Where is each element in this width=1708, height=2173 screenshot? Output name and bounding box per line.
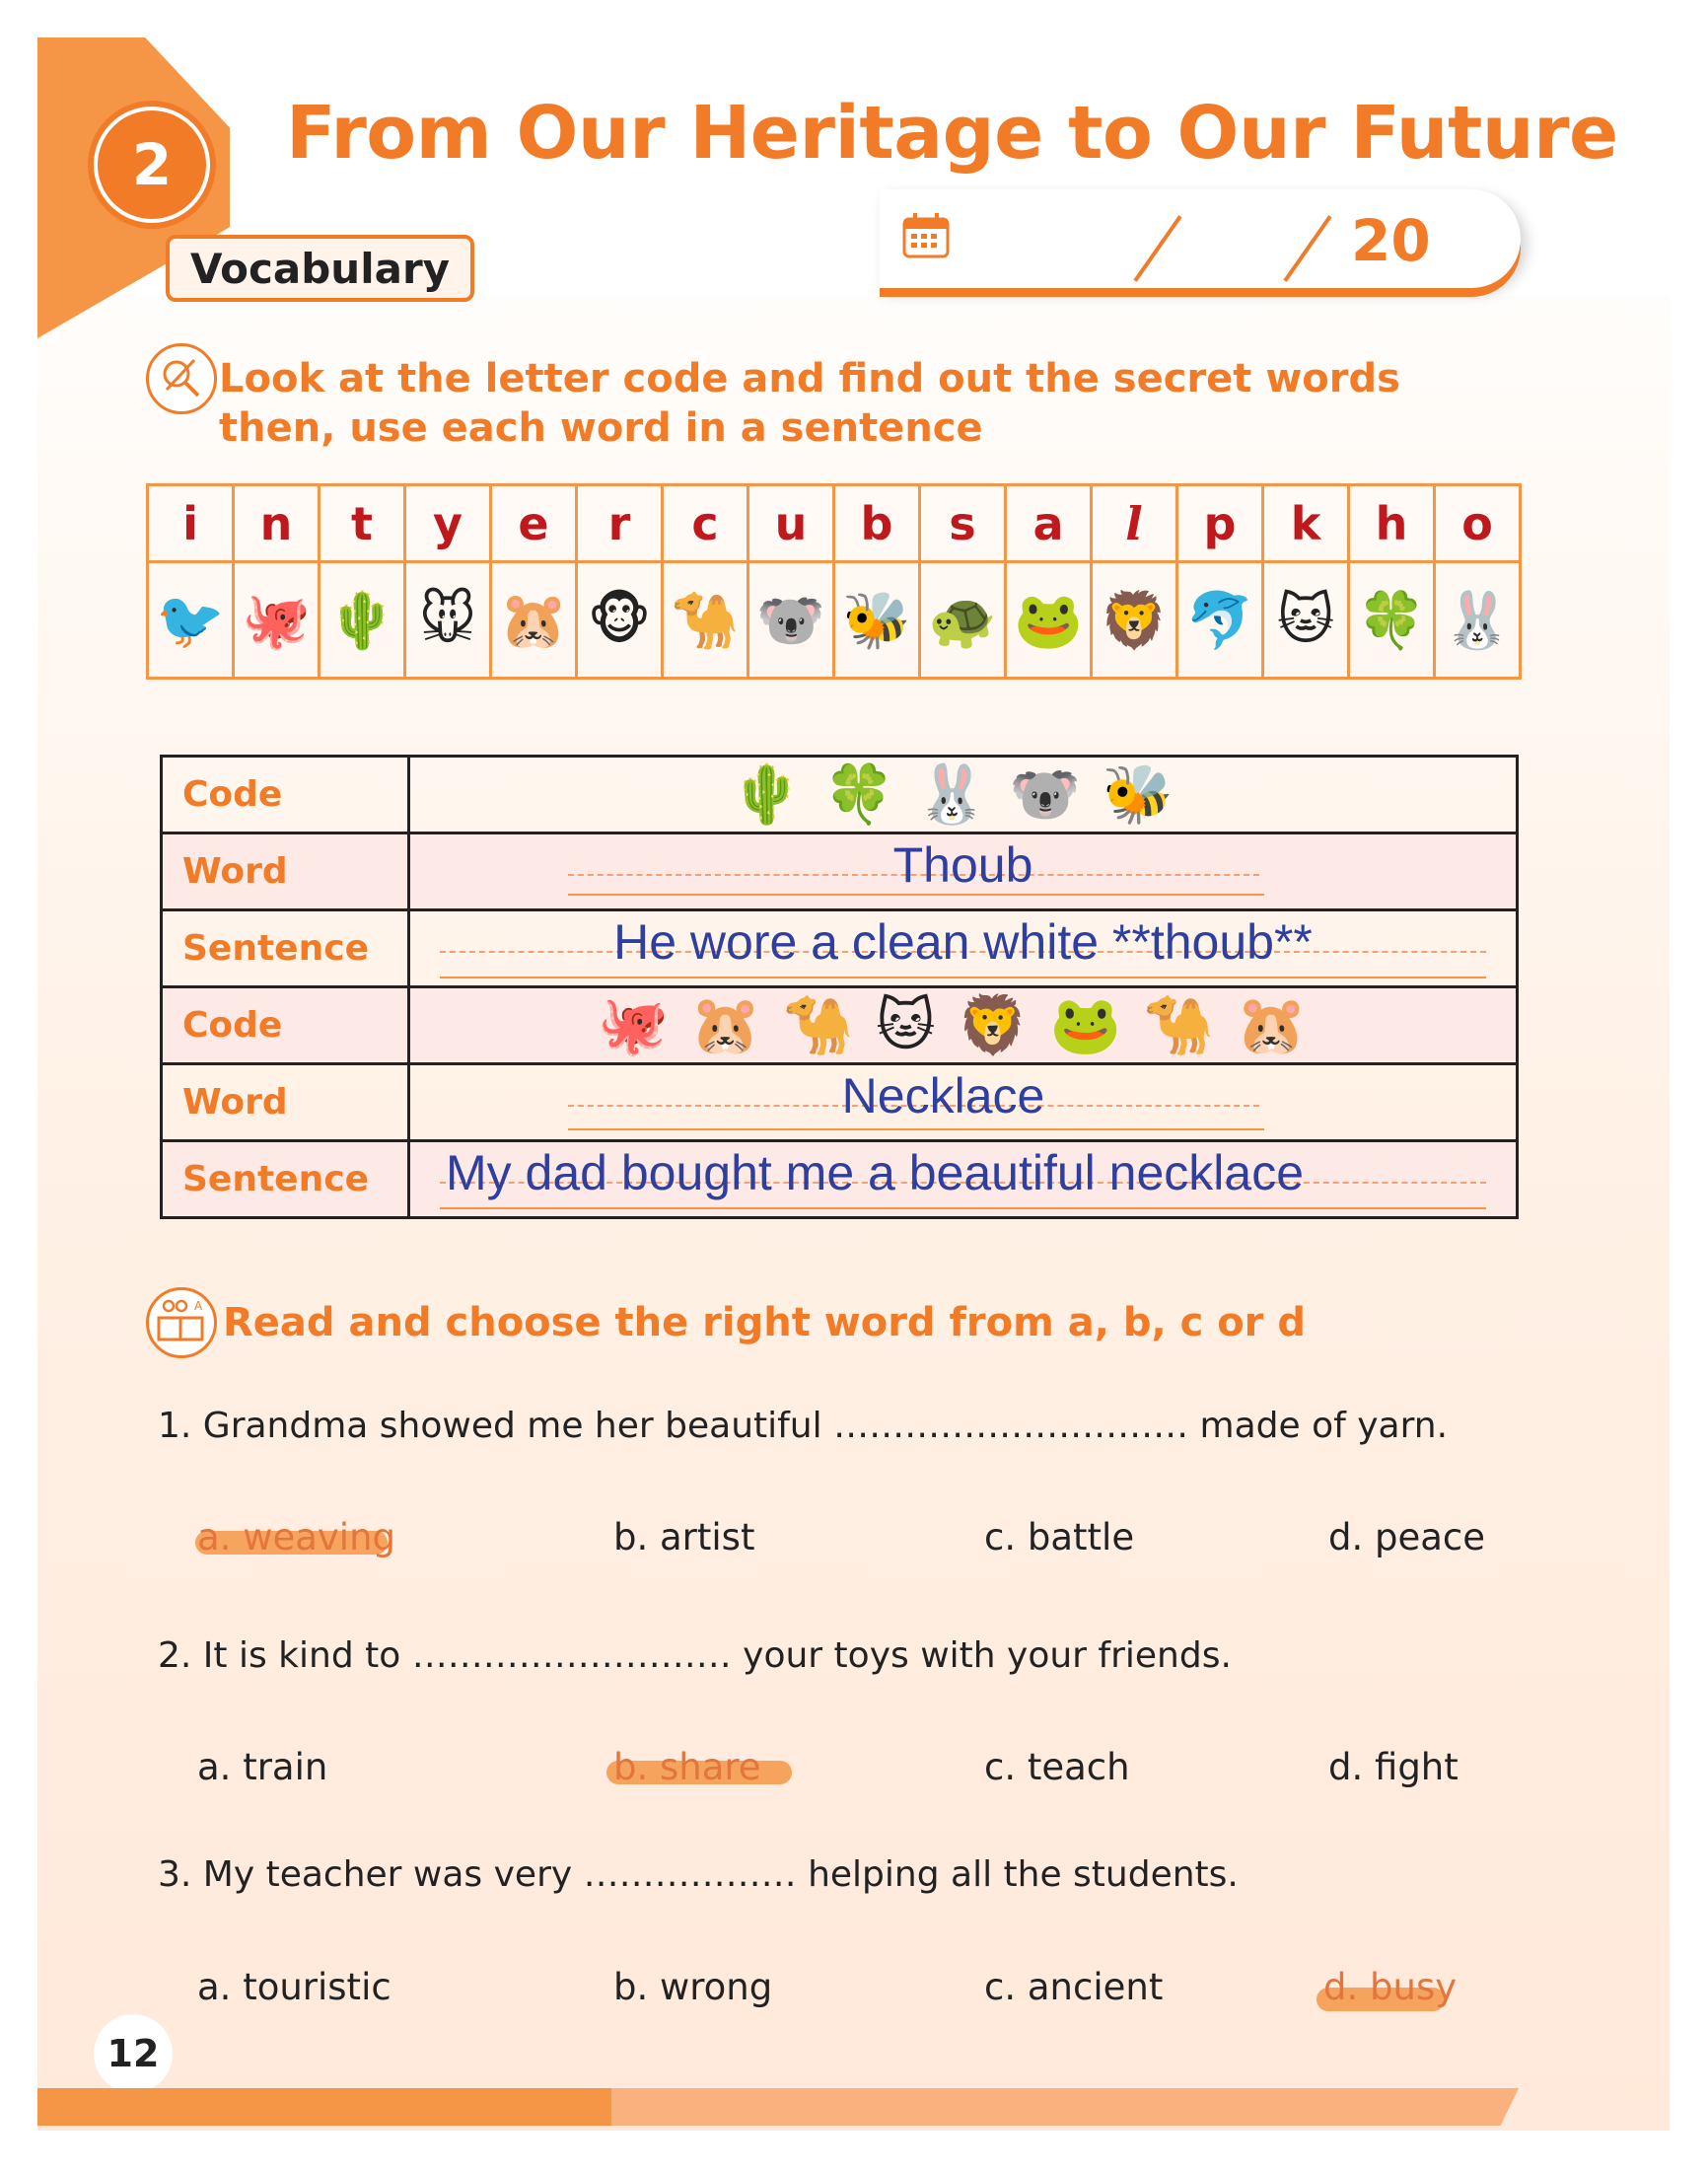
solid-guide-line	[440, 1207, 1486, 1209]
activity1-instruction-line1: Look at the letter code and find out the secret words	[219, 356, 1400, 401]
letter-code-table	[146, 483, 1522, 680]
code-animal-icon: 🐢	[920, 562, 1006, 679]
unit-title: From Our Heritage to Our Future	[286, 91, 1618, 176]
code-letter-cell: s	[920, 485, 1006, 562]
code-animal-icon: 🐵	[577, 562, 663, 679]
solid-guide-line	[568, 894, 1264, 896]
code-letter-cell: k	[1263, 485, 1349, 562]
code-animal-icon: 🐦	[148, 562, 234, 679]
question-2: 2. It is kind to ……………………… your toys with your friends.	[158, 1635, 1232, 1676]
sentence-answer: He wore a clean white **thoub**	[613, 914, 1313, 970]
option-2b[interactable]: b. share	[613, 1746, 761, 1788]
pencil-search-icon	[146, 343, 217, 414]
code-animal-icon: 🌵	[320, 562, 405, 679]
solid-guide-line	[568, 1128, 1264, 1130]
code-letter-cell: l	[1092, 485, 1177, 562]
date-year: 20	[1351, 207, 1431, 274]
code-icons: 🌵🍀🐰🐨🐝	[409, 757, 1518, 833]
option-1d[interactable]: d. peace	[1328, 1516, 1486, 1558]
code-animal-icon: 🐙	[234, 562, 320, 679]
word-label: Word	[162, 833, 409, 910]
code-letter-cell: n	[234, 485, 320, 562]
code-animal-icon: 🐝	[834, 562, 920, 679]
date-bar	[880, 189, 1521, 288]
unit-number: 2	[131, 131, 173, 198]
activity1-instruction-line2: then, use each word in a sentence	[219, 405, 983, 451]
code-letter-cell: p	[1177, 485, 1263, 562]
question-3: 3. My teacher was very ……………… helping all the students.	[158, 1854, 1239, 1895]
word-answer-cell[interactable]	[409, 833, 1518, 910]
calendar-icon	[901, 211, 951, 260]
option-1b[interactable]: b. artist	[613, 1516, 755, 1558]
word-answer: Necklace	[841, 1068, 1045, 1123]
option-3d[interactable]: d. busy	[1323, 1966, 1458, 2008]
solid-guide-line	[440, 977, 1486, 978]
code-letter-cell: i	[148, 485, 234, 562]
date-separator	[1283, 215, 1331, 282]
activity2-instruction: Read and choose the right word from a, b, c or d	[223, 1300, 1306, 1345]
sentence-answer-cell[interactable]	[409, 1141, 1518, 1218]
unit-number-badge	[94, 107, 210, 223]
code-letter-cell: a	[1006, 485, 1092, 562]
option-3b[interactable]: b. wrong	[613, 1966, 773, 2008]
code-letter-cell: u	[748, 485, 834, 562]
sentence-label: Sentence	[162, 1141, 409, 1218]
sentence-label: Sentence	[162, 910, 409, 987]
word-label: Word	[162, 1064, 409, 1141]
code-letter-cell: c	[663, 485, 748, 562]
question-1: 1. Grandma showed me her beautiful ………………………… made of yarn.	[158, 1406, 1449, 1446]
option-2d[interactable]: d. fight	[1328, 1746, 1459, 1788]
option-2c[interactable]: c. teach	[984, 1746, 1130, 1788]
option-3c[interactable]: c. ancient	[984, 1966, 1164, 2008]
code-letter-cell: b	[834, 485, 920, 562]
footer-bar-dark	[37, 2088, 611, 2126]
code-animal-icon: 🐭	[405, 562, 491, 679]
code-label: Code	[162, 757, 409, 833]
code-letter-cell: o	[1435, 485, 1521, 562]
option-1a[interactable]: a. weaving	[197, 1516, 396, 1558]
svg-text:A: A	[194, 1299, 203, 1313]
reading-book-icon	[146, 1287, 217, 1358]
word-answer: Thoub	[892, 837, 1033, 893]
code-letter-cell: y	[405, 485, 491, 562]
section-tag: Vocabulary	[166, 235, 474, 302]
code-animal-icon: 🐬	[1177, 562, 1263, 679]
footer-bar-light	[611, 2088, 1519, 2126]
code-animal-icon: 🐹	[491, 562, 577, 679]
code-animal-icon: 🐨	[748, 562, 834, 679]
code-animal-icon: 🐸	[1006, 562, 1092, 679]
option-3a[interactable]: a. touristic	[197, 1966, 391, 2008]
option-1c[interactable]: c. battle	[984, 1516, 1135, 1558]
code-label: Code	[162, 987, 409, 1064]
sentence-answer: My dad bought me a beautiful necklace	[446, 1145, 1304, 1200]
code-letter-cell: e	[491, 485, 577, 562]
option-2a[interactable]: a. train	[197, 1746, 328, 1788]
date-separator	[1133, 215, 1181, 282]
code-letter-cell: h	[1349, 485, 1435, 562]
sentence-answer-cell[interactable]	[409, 910, 1518, 987]
code-animal-icon: 🍀	[1349, 562, 1435, 679]
code-letter-cell: r	[577, 485, 663, 562]
code-animal-icon: 🦁	[1092, 562, 1177, 679]
word-answer-cell[interactable]	[409, 1064, 1518, 1141]
page-number: 12	[94, 2014, 173, 2093]
code-letter-cell: t	[320, 485, 405, 562]
code-icons: 🐙🐹🐪🐱🦁🐸🐪🐹	[409, 987, 1518, 1064]
code-animal-icon: 🐪	[663, 562, 748, 679]
code-animal-icon: 🐰	[1435, 562, 1521, 679]
code-animal-icon: 🐱	[1263, 562, 1349, 679]
answer-table	[160, 755, 1519, 1219]
